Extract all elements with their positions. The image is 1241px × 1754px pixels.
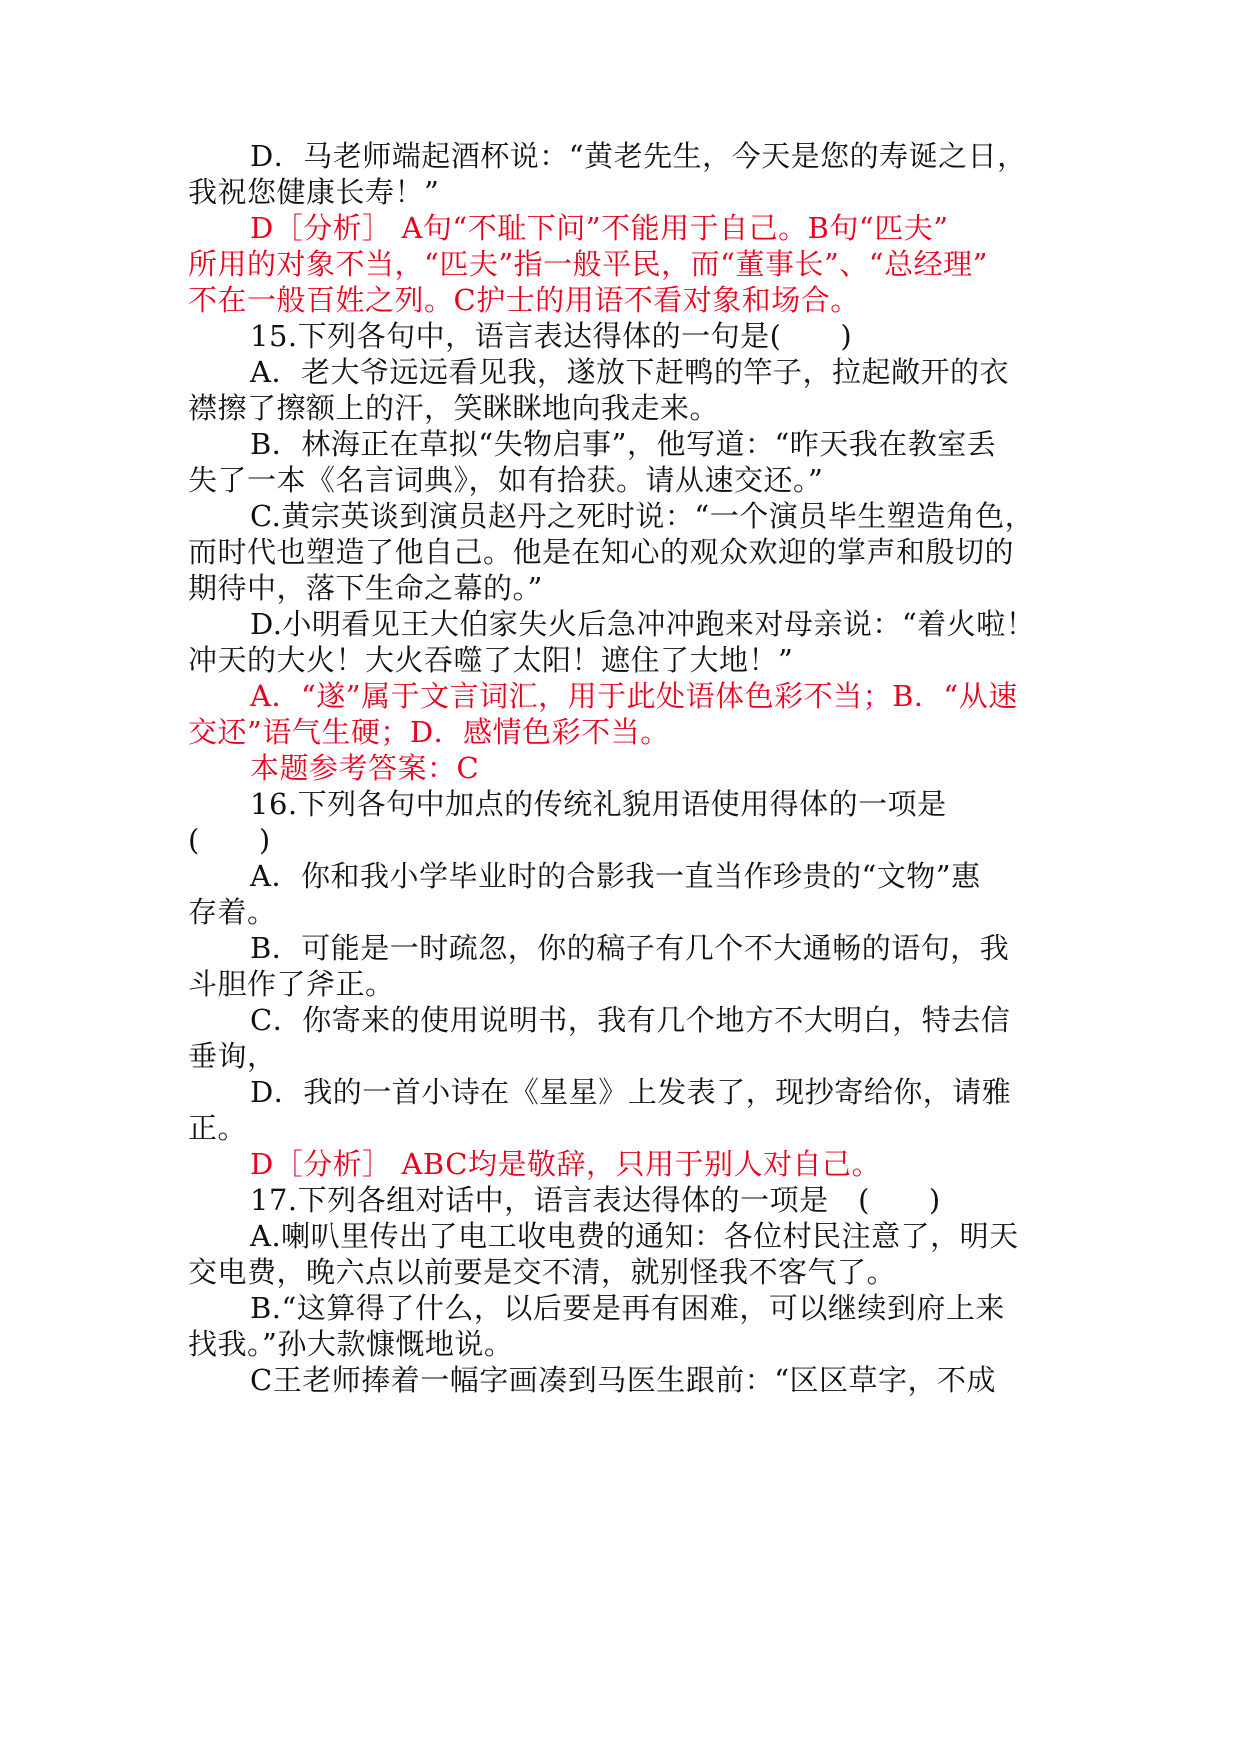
q15-option-c-line2: 而时代也塑造了他自己。他是在知心的观众欢迎的掌声和殷切的 [188,535,1015,569]
q16-analysis: D［分析］ ABC均是敬辞，只用于别人对自己。 [250,1147,881,1181]
q16-stem-line2: ( ) [188,823,271,857]
q14-analysis-line1: D［分析］ A句“不耻下问”不能用于自己。B句“匹夫” [250,211,949,245]
q17-option-a-line1: A.喇叭里传出了电工收电费的通知：各位村民注意了，明天 [250,1219,1019,1253]
q17-option-c-line1: C王老师捧着一幅字画凑到马医生跟前：“区区草字，不成 [250,1363,997,1397]
q17-option-b-line2: 找我。”孙大款慷慨地说。 [188,1327,514,1361]
q15-option-a-line1: A．老大爷远远看见我，遂放下赶鸭的竿子，拉起敞开的衣 [250,355,1009,389]
q14-option-d-line2: 我祝您健康长寿！” [188,175,440,209]
q15-option-c-line1: C.黄宗英谈到演员赵丹之死时说：“一个演员毕生塑造角色， [250,499,1035,533]
q16-option-a-line2: 存着。 [188,895,277,929]
q16-option-b-line2: 斗胆作了斧正。 [188,967,395,1001]
q16-option-b-line1: B．可能是一时疏忽，你的稿子有几个不大通畅的语句，我 [250,931,1010,965]
q17-option-a-line2: 交电费，晚六点以前要是交不清，就别怪我不客气了。 [188,1255,897,1289]
q15-stem: 15.下列各句中，语言表达得体的一句是( ) [250,319,853,353]
q16-option-a-line1: A．你和我小学毕业时的合影我一直当作珍贵的“文物”惠 [250,859,981,893]
q14-analysis-line2: 所用的对象不当，“匹夫”指一般平民，而“董事长”、“总经理” [188,247,988,281]
q14-analysis-line3: 不在一般百姓之列。C护士的用语不看对象和场合。 [188,283,860,317]
q15-answer: 本题参考答案：C [250,751,480,785]
q15-option-b-line2: 失了一本《名言词典》，如有拾获。请从速交还。” [188,463,824,497]
q15-option-b-line1: B．林海正在草拟“失物启事”，他写道：“昨天我在教室丢 [250,427,997,461]
q15-analysis-line2: 交还”语气生硬；D．感情色彩不当。 [188,715,670,749]
q17-stem: 17.下列各组对话中，语言表达得体的一项是 ( ) [250,1183,941,1217]
q17-option-b-line1: B.“这算得了什么，以后要是再有困难，可以继续到府上来 [250,1291,1005,1325]
q16-option-c-line1: C．你寄来的使用说明书，我有几个地方不大明白，特去信 [250,1003,1011,1037]
q16-option-d-line2: 正。 [188,1111,248,1145]
q16-option-d-line1: D．我的一首小诗在《星星》上发表了，现抄寄给你，请雅 [250,1075,1012,1109]
q14-option-d-line1: D．马老师端起酒杯说：“黄老先生，今天是您的寿诞之日， [250,139,1027,173]
q16-option-c-line2: 垂询， [188,1039,277,1073]
q15-option-d-line1: D.小明看见王大伯家失火后急冲冲跑来对母亲说：“着火啦！ [250,607,1036,641]
q15-option-c-line3: 期待中，落下生命之幕的。” [188,571,543,605]
q15-analysis-line1: A．“遂”属于文言词汇，用于此处语体色彩不当；B．“从速 [250,679,1018,713]
q16-stem-line1: 16.下列各句中加点的传统礼貌用语使用得体的一项是 [250,787,947,821]
q15-option-a-line2: 襟擦了擦额上的汗，笑眯眯地向我走来。 [188,391,720,425]
q15-option-d-line2: 冲天的大火！大火吞噬了太阳！遮住了大地！” [188,643,794,677]
